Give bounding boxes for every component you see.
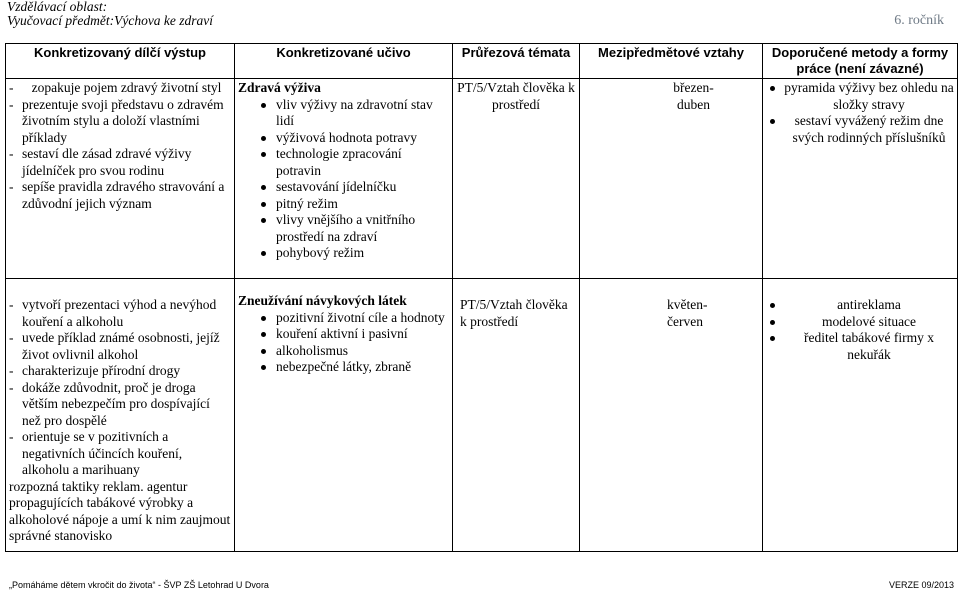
list-item: vlivy vnějšího a vnitřního prostředí na zdraví: [238, 212, 449, 245]
table-row: [6, 279, 958, 552]
cross-topics-cell: PT/5/Vztah člověka k prostředí: [453, 79, 580, 279]
methods-cell: [763, 79, 958, 279]
table-header-row: [6, 44, 958, 79]
col-header-cross-topics: Průřezová témata: [453, 44, 580, 79]
table-row: [6, 79, 958, 279]
outcomes-list: [9, 80, 231, 212]
outcomes-cell: [6, 279, 235, 552]
list-item: - prezentuje svoji představu o zdravém životním stylu a doloží vlastními příklady: [9, 97, 231, 147]
subject-label: [7, 14, 952, 28]
list-item: výživová hodnota potravy: [238, 130, 449, 147]
list-item: nebezpečné látky, zbraně: [238, 359, 449, 376]
list-item: - orientuje se v pozitivních a negativních účincích kouření, alkoholu a marihuany: [9, 429, 231, 479]
relations-cell: [580, 279, 763, 552]
list-item: pyramida výživy bez ohledu na složky stravy: [766, 80, 954, 113]
list-item: kouření aktivní i pasivní: [238, 326, 449, 343]
subject-name: Vyučovací předmět:Výchova ke zdraví: [7, 13, 214, 28]
outcomes-list: [9, 297, 231, 545]
topic-title: Zneužívání návykových látek: [238, 293, 407, 308]
list-item: - sestaví dle zásad zdravé výživy jídelníček pro svou rodinu: [9, 146, 231, 179]
list-item: ředitel tabákové firmy x nekuřák: [766, 330, 954, 363]
page-header: [7, 0, 952, 28]
cross-topics-cell: [453, 279, 580, 552]
list-item: alkoholismus: [238, 343, 449, 360]
list-item: technologie zpracování potravin: [238, 146, 449, 179]
col-header-topics: Konkretizované učivo: [235, 44, 453, 79]
list-item: - zopakuje pojem zdravý životní styl: [9, 80, 231, 97]
list-item: rozpozná taktiky reklam. agentur propagujících tabákové výrobky a alkoholové nápoje a umí k nim zaujmout správné stanovisko: [9, 478, 231, 543]
methods-list: [766, 297, 954, 363]
col-header-methods: Doporučené metody a formy práce (není závazné): [763, 44, 958, 79]
list-item: pozitivní životní cíle a hodnoty: [238, 310, 449, 327]
list-item: sestaví vyvážený režim dne svých rodinných příslušníků: [766, 113, 954, 146]
list-item: - uvede příklad známé osobnosti, jejíž život ovlivnil alkohol: [9, 330, 231, 363]
footer-version: VERZE 09/2013: [888, 580, 954, 590]
col-header-relations: Mezipředmětové vztahy: [580, 44, 763, 79]
topics-cell: [235, 279, 453, 552]
list-item: - vytvoří prezentaci výhod a nevýhod kouření a alkoholu: [9, 297, 231, 330]
page-footer: [9, 580, 954, 591]
list-item: antireklama: [766, 297, 954, 314]
grade-label: 6. ročník: [894, 13, 944, 28]
topic-title: Zdravá výživa: [238, 80, 321, 95]
methods-list: [766, 80, 954, 146]
topics-list: [238, 310, 449, 376]
topics-cell: [235, 79, 453, 279]
footer-program: „Pomáháme dětem vkročit do života“ - ŠVP ZŠ Letohrad U Dvora: [9, 580, 269, 590]
list-item: - charakterizuje přírodní drogy: [9, 363, 231, 380]
list-item: vliv výživy na zdravotní stav lidí: [238, 97, 449, 130]
outcomes-cell: [6, 79, 235, 279]
topics-list: [238, 97, 449, 262]
period-label: květen- červen: [667, 297, 708, 329]
cross-topics-text: PT/5/Vztah člověka k prostředí: [460, 297, 568, 329]
col-header-outcomes: Konkretizovaný dílčí výstup: [6, 44, 235, 79]
relations-cell: [580, 79, 763, 279]
list-item: sestavování jídelníčku: [238, 179, 449, 196]
list-item: - sepíše pravidla zdravého stravování a zdůvodní jejich význam: [9, 179, 231, 212]
list-item: pohybový režim: [238, 245, 449, 262]
list-item: pitný režim: [238, 196, 449, 213]
period-label: březen- duben: [673, 80, 714, 112]
list-item: modelové situace: [766, 314, 954, 331]
subject-area-label: Vzdělávací oblast:: [7, 0, 108, 14]
methods-cell: [763, 279, 958, 552]
curriculum-table: [5, 43, 958, 552]
list-item: - dokáže zdůvodnit, proč je droga větším nebezpečím pro dospívající než pro dospělé: [9, 380, 231, 430]
